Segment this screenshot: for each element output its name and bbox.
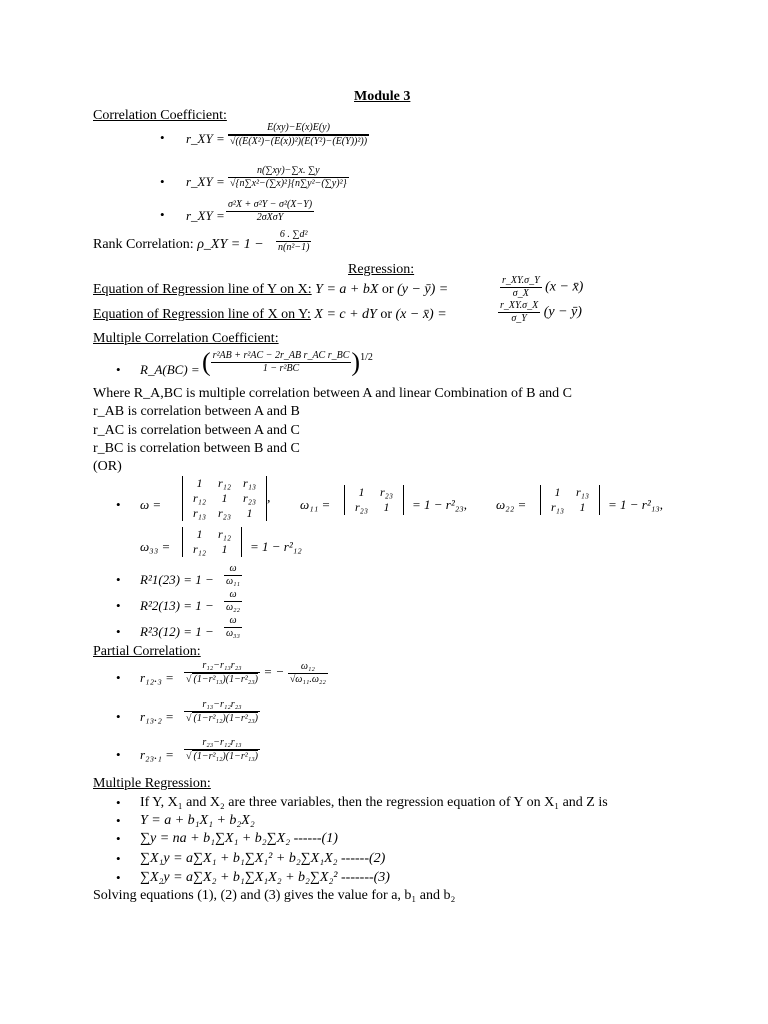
matrix-row	[187, 527, 237, 542]
matrix-cell: 1	[196, 476, 203, 490]
omega22-table	[545, 485, 595, 515]
R2-num: ω	[229, 589, 237, 600]
rank-correlation	[93, 237, 264, 253]
matrix-cell: 1	[383, 500, 390, 514]
matrix-cell: r₁₃	[243, 476, 257, 490]
matrix-cell: r₁₂	[193, 542, 207, 556]
matrix-cell: r₁₃	[551, 500, 565, 514]
partial-2-den-wrap: √ (1−r²₁₂)(1−r²₂₃)	[186, 713, 259, 724]
bullet: •	[116, 709, 121, 724]
R1-lhs: R²1(23) = 1 −	[140, 572, 214, 587]
formula-3-num: σ²X + σ²Y − σ²(X−Y)	[228, 199, 313, 210]
x-on-y-or: or	[380, 307, 393, 322]
x-on-y-rhs: (y − ȳ)	[543, 304, 582, 320]
omega33-matrix	[182, 527, 242, 557]
mr-bullet-4: ∑X₁y = a∑X₁ + b₁∑X₁² + b₂∑X₁X₂ ------(2)	[140, 851, 386, 866]
x-on-y-label: Equation of Regression line of X on Y:	[93, 307, 311, 322]
omega11-lhs: ω₁₁ =	[300, 497, 331, 512]
mr-bullet-2: Y = a + b₁X₁ + b₂X₂	[140, 813, 255, 828]
bullet: •	[116, 598, 121, 613]
partial-3-num: r₂₃−r₁₂r₁₃	[202, 737, 242, 748]
partial-2-lhs: r₁₃.₂ =	[140, 709, 174, 724]
partial-heading: Partial Correlation:	[93, 644, 201, 659]
regression-x-on-y	[93, 307, 447, 323]
partial-1-rhs-num: ω₁₂	[300, 660, 315, 672]
partial-3-lhs: r₂₃.₁ =	[140, 747, 174, 762]
multiple-corr-exp: 1/2	[360, 352, 373, 363]
y-on-x-fraction	[500, 275, 583, 300]
matrix-cell: r₂₃	[243, 491, 257, 505]
formula-3-lhs: r_XY =	[186, 208, 225, 223]
omega33-rhs: = 1 − r²₁₂	[250, 539, 302, 554]
x-on-y-eq: X = c + dY	[314, 307, 377, 322]
matrix-cell: r₁₃	[193, 506, 207, 520]
R2-den: ω₂₂	[226, 602, 241, 613]
R1-num: ω	[229, 563, 237, 574]
formula-1-den: √((E(X²)−(E(x))²)(E(Y²)−(E(Y))²))	[230, 136, 368, 147]
partial-1-num: r₁₂−r₁₃r₂₃	[202, 660, 242, 671]
rbc-text: r_BC is correlation between B and C	[93, 441, 300, 456]
matrix-cell: r₂₃	[380, 485, 394, 499]
solving-text: Solving equations (1), (2) and (3) gives the value for a, b₁ and b₂	[93, 888, 456, 903]
matrix-row	[349, 485, 399, 500]
multiple-corr-fraction: ( $\frac{\text{r²AB + r²AC − 2r\_AB r\_AC r\_BC}}{\text{1 − r²BC}}$ )$^{1/2}$	[202, 347, 373, 377]
bullet: •	[116, 870, 121, 885]
matrix-cell: 1	[246, 506, 253, 520]
omega11-matrix	[344, 485, 404, 515]
bullet: •	[160, 130, 165, 145]
multiple-corr-lhs: R_A(BC) =	[140, 362, 200, 377]
bullet: •	[116, 813, 121, 828]
R3-fraction	[224, 615, 242, 640]
partial-3-fraction	[184, 737, 260, 763]
y-on-x-rhs: (x − x̄)	[545, 279, 584, 295]
x-on-y-num: r_XY.σ_X	[500, 300, 539, 311]
omega11-table	[349, 485, 399, 515]
omega33-table	[187, 527, 237, 557]
matrix-cell: 1	[579, 500, 586, 514]
partial-1-rhs-den: √ω₁₁.ω₂₂	[289, 673, 326, 685]
formula-3	[226, 199, 314, 224]
bullet: •	[116, 747, 121, 762]
partial-2-num: r₁₃−r₁₂r₂₃	[202, 699, 242, 710]
R2-lhs: R²2(13) = 1 −	[140, 598, 214, 613]
R1-fraction	[224, 563, 242, 588]
bullet: •	[116, 851, 121, 866]
rank-label: Rank Correlation:	[93, 237, 194, 252]
matrix-cell: r₁₂	[218, 476, 232, 490]
x-on-y-den: σ_Y	[498, 312, 540, 325]
omega22-lhs: ω₂₂ =	[496, 497, 527, 512]
x-on-y-fraction	[498, 300, 582, 325]
page-title: Module 3	[354, 89, 411, 104]
bullet: •	[116, 624, 121, 639]
mr-bullet-5: ∑X₂y = a∑X₂ + b₁∑X₁X₂ + b₂∑X₂² -------(3)	[140, 870, 390, 885]
matrix-cell: r₁₂	[218, 527, 232, 541]
y-on-x-label: Equation of Regression line of Y on X:	[93, 282, 312, 297]
y-on-x-or: or	[381, 282, 394, 297]
omega22-matrix	[540, 485, 600, 515]
R3-num: ω	[229, 615, 237, 626]
matrix-cell: r₂₃	[355, 500, 369, 514]
matrix-cell: 1	[196, 527, 203, 541]
matrix-row	[187, 476, 262, 491]
rank-fraction	[276, 229, 311, 254]
matrix-cell: 1	[221, 542, 228, 556]
mr-bullet-3: ∑y = na + b₁∑X₁ + b₂∑X₂ ------(1)	[140, 831, 338, 846]
omega22-rhs: = 1 − r²₁₃,	[608, 497, 664, 512]
matrix-cell: r₂₃	[218, 506, 232, 520]
formula-2-den: √{n∑x²−(∑x)²}{n∑y²−(∑y)²}	[230, 178, 347, 189]
where-text: Where R_A,BC is multiple correlation between A and linear Combination of B and C	[93, 386, 573, 401]
rac-text: r_AC is correlation between A and C	[93, 423, 300, 438]
multiple-corr-num: r²AB + r²AC − 2r_AB r_AC r_BC	[212, 350, 350, 361]
partial-2-den: (1−r²₁₂)(1−r²₂₃)	[193, 713, 259, 724]
R2-fraction	[224, 589, 242, 614]
partial-3-den-wrap: √ (1−r²₁₂)(1−r²₁₃)	[186, 751, 259, 762]
matrix-cell: 1	[358, 485, 365, 499]
matrix-row	[545, 500, 595, 515]
partial-1-fraction	[184, 660, 328, 686]
matrix-cell: r₁₂	[193, 491, 207, 505]
multiple-regression-heading: Multiple Regression:	[93, 776, 211, 791]
partial-1-lhs: r₁₂.₃ =	[140, 670, 174, 685]
bullet: •	[160, 207, 165, 222]
or-text: (OR)	[93, 459, 122, 474]
bullet: •	[116, 362, 121, 377]
regression-y-on-x	[93, 282, 448, 298]
matrix-cell: r₁₃	[576, 485, 590, 499]
formula-1-lhs: r_XY =	[186, 131, 225, 146]
y-on-x-eq2-lhs: (y − ȳ) =	[397, 282, 449, 297]
matrix-cell: 1	[221, 491, 228, 505]
bullet: •	[116, 572, 121, 587]
matrix-row	[187, 506, 262, 521]
partial-1-den-wrap: √ (1−r²₁₃)(1−r²₂₃)	[186, 674, 259, 685]
y-on-x-eq: Y = a + bX	[315, 282, 379, 297]
rank-den: n(n²−1)	[278, 242, 310, 253]
y-on-x-den: σ_X	[500, 287, 542, 300]
mr-bullet-1: If Y, X₁ and X₂ are three variables, then the regression equation of Y on X₁ and Z is	[140, 795, 608, 810]
formula-1	[228, 122, 369, 148]
omega33-lhs: ω₃₃ =	[140, 539, 171, 554]
formula-1-num: E(xy)−E(x)E(y)	[267, 122, 330, 133]
R1-den: ω₁₁	[226, 576, 241, 587]
matrix-row	[349, 500, 399, 515]
partial-1-rhs-pre: = −	[263, 664, 285, 680]
partial-2-fraction	[184, 699, 260, 725]
multiple-correlation-heading: Multiple Correlation Coefficient:	[93, 331, 279, 346]
multiple-corr-den: 1 − r²BC	[211, 362, 352, 375]
omega11-rhs: = 1 − r²₂₃,	[412, 497, 468, 512]
formula-2-lhs: r_XY =	[186, 174, 225, 189]
bullet: •	[160, 174, 165, 189]
rank-num: 6 . ∑d²	[279, 229, 308, 240]
omega-matrix: 1 r₁₂ r₁₃ r₁₂ 1 r₂₃ r₁₃ r₂₃ 1 ,	[182, 476, 271, 521]
partial-3-den: (1−r²₁₂)(1−r²₁₃)	[193, 751, 259, 762]
formula-2	[228, 165, 349, 190]
formula-3-den: 2σXσY	[226, 211, 314, 224]
bullet: •	[116, 670, 121, 685]
matrix-row	[545, 485, 595, 500]
bullet: •	[116, 831, 121, 846]
regression-heading: Regression:	[348, 262, 415, 277]
correlation-heading: Correlation Coefficient:	[93, 108, 227, 123]
y-on-x-num: r_XY.σ_Y	[502, 275, 540, 286]
x-on-y-eq2-lhs: (x − x̄) =	[395, 307, 447, 322]
omega-lhs: ω =	[140, 497, 162, 512]
bullet: •	[116, 795, 121, 810]
matrix-row	[187, 491, 262, 506]
rab-text: r_AB is correlation between A and B	[93, 404, 300, 419]
omega-matrix-table	[187, 476, 262, 521]
bullet: •	[116, 497, 121, 512]
R3-lhs: R²3(12) = 1 −	[140, 624, 214, 639]
rank-lhs: ρ_XY = 1 −	[197, 237, 264, 252]
formula-2-num: n(∑xy)−∑x. ∑y	[257, 165, 320, 176]
matrix-cell: 1	[554, 485, 561, 499]
partial-1-den: (1−r²₁₃)(1−r²₂₃)	[193, 674, 259, 685]
R3-den: ω₃₃	[226, 628, 241, 639]
matrix-row	[187, 542, 237, 557]
